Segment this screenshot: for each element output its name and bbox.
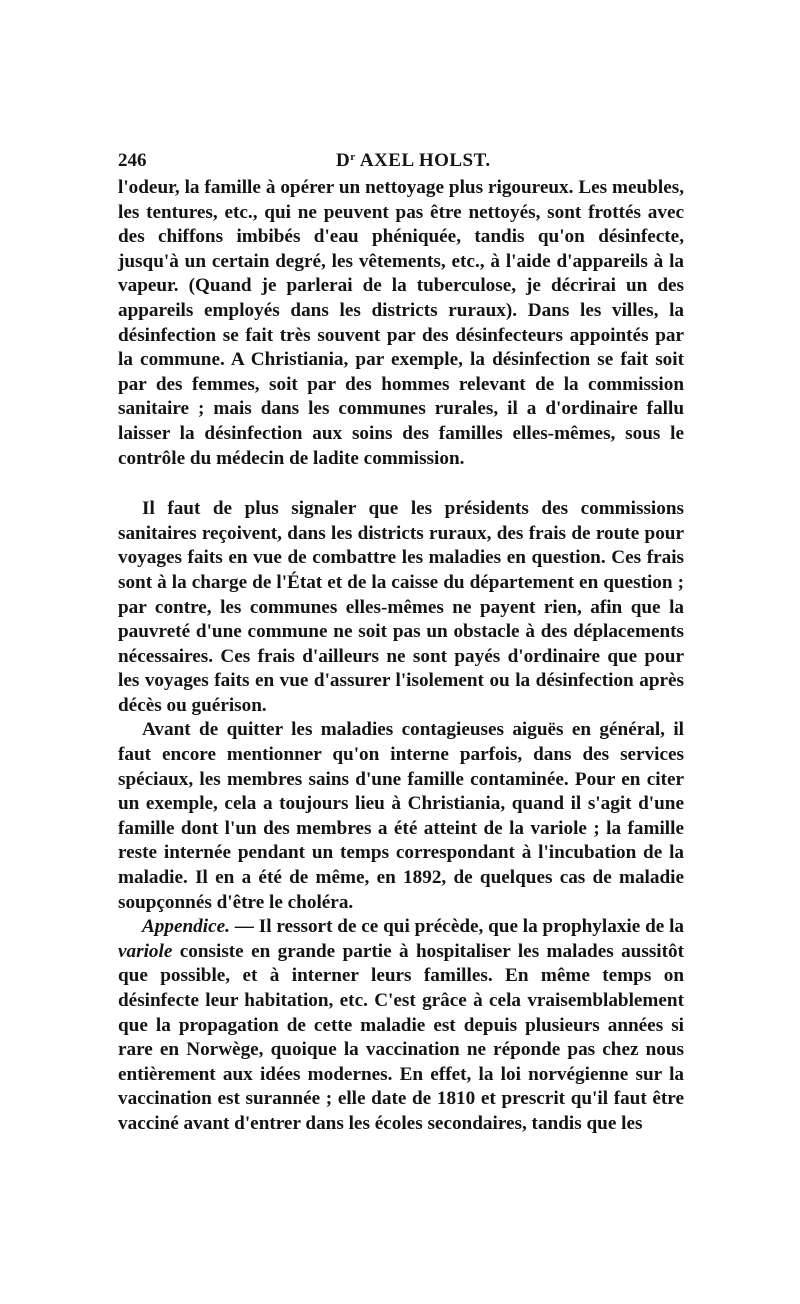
running-head xyxy=(336,150,491,172)
paragraph-travel-expenses: Il faut de plus signaler que les présidents des commissions sanitaires reçoivent, dans les districts ruraux, des frais de route pour voyages faits en vue de combattre les maladies en question. Ces frais sont à la charge de l'État et de la caisse du département en question ; par contre, les communes elles-mêmes ne payent rien, afin que la pauvreté d'une commune ne soit pas un obstacle à des déplacements nécessaires. Ces frais d'ailleurs ne sont payés d'ordinaire que pour les voyages faits en vue d'assurer l'isolement ou la désinfection après décès ou guérison. xyxy=(118,498,684,716)
body-text xyxy=(118,176,684,1137)
page-number: 246 xyxy=(118,150,147,171)
appendice-text: consiste en grande partie à hospitaliser les malades aussitôt que possible, et à interner leurs familles. En même temps on désinfecte leur habitation, etc. C'est grâce à cela vraisemblablement que la propagation de cette maladie est depuis plusieurs années si rare en Norwège, quoique la vaccination ne réponde pas chez nous entièrement aux idées modernes. En effet, la loi norvégienne sur la vaccination est surannée ; elle date de 1810 et prescrit qu'il faut être vacciné avant d'entrer dans les écoles secondaires, tandis que les xyxy=(118,940,684,1134)
author-name: AXEL HOLST. xyxy=(359,150,491,171)
author-prefix: D xyxy=(336,150,351,171)
book-page xyxy=(118,150,684,1137)
appendice-lead: Appendice. xyxy=(142,916,230,938)
author-sup: r xyxy=(350,151,356,163)
variole-term: variole xyxy=(118,940,173,962)
page-header xyxy=(118,150,684,176)
paragraph-internment xyxy=(118,718,684,915)
appendice-lead-rest: — Il ressort de ce qui précède, que la prophylaxie de la xyxy=(229,916,684,938)
paragraph-disinfection: l'odeur, la famille à opérer un nettoyage plus rigoureux. Les meubles, les tentures, etc., qui ne peuvent pas être nettoyés, sont frottés avec des chiffons imbibés d'eau phéniquée, tandis qu'on désinfecte, jusqu'à un certain degré, les vêtements, etc., à l'aide d'appareils à la vapeur. (Quand je parlerai de la tuberculose, je décrirai un des appareils employés dans les districts ruraux). Dans les villes, la désinfection se fait très souvent par des désinfecteurs appointés par la commune. A Christiania, par exemple, la désinfection se fait soit par des femmes, soit par des hommes relevant de la commission sanitaire ; mais dans les communes rurales, il a d'ordinaire fallu laisser la désinfection aux soins des familles elles-mêmes, sous le contrôle du médecin de ladite commission. xyxy=(118,177,684,469)
paragraph-internment-text: Avant de quitter les maladies contagieuses aiguës en général, il faut encore mentionner qu'on interne parfois, dans des services spéciaux, les membres sains d'une famille contaminée. Pour en citer un exemple, cela a toujours lieu à Christiania, quand il s'agit d'une famille dont l'un des membres a été atteint de la variole ; la famille reste internée pendant un temps correspondant à l'incubation de la maladie. Il en a été de même, en 1892, de quelques cas de maladie soupçonnés d'être le choléra. xyxy=(118,719,684,913)
paragraph-appendice xyxy=(118,915,684,1136)
